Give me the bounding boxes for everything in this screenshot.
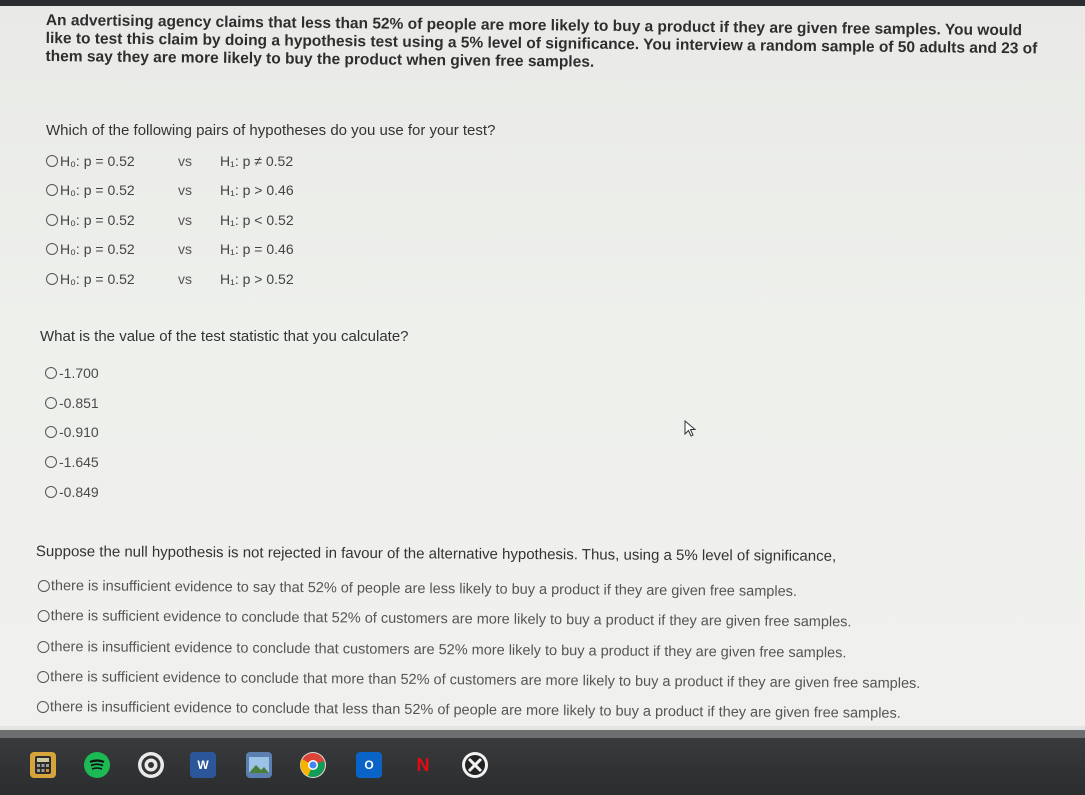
option-value: -0.910	[59, 424, 99, 441]
null-hypothesis: H₀: p = 0.52	[60, 211, 135, 228]
alt-hypothesis: H₁: p > 0.46	[220, 182, 294, 199]
settings-circle-icon[interactable]	[138, 752, 164, 778]
mouse-cursor-icon	[684, 420, 698, 438]
conclusion-options	[37, 571, 921, 729]
vs-label: vs	[178, 182, 192, 199]
null-hypothesis: H₀: p = 0.52	[60, 241, 135, 258]
chrome-icon[interactable]	[300, 752, 326, 778]
radio-button[interactable]	[38, 610, 50, 622]
radio-button[interactable]	[45, 397, 57, 409]
question-1-prompt: Which of the following pairs of hypotheses do you use for your test?	[46, 122, 496, 139]
option-value: -0.851	[59, 394, 99, 411]
taskbar	[0, 730, 1085, 795]
alt-hypothesis: H₁: p > 0.52	[220, 270, 294, 287]
test-statistic-option-5[interactable]	[45, 477, 99, 507]
radio-button[interactable]	[46, 184, 58, 196]
radio-button[interactable]	[45, 456, 57, 468]
conclusion-option-5[interactable]	[37, 692, 920, 729]
alt-hypothesis: H₁: p = 0.46	[220, 241, 294, 258]
hypotheses-options	[46, 146, 370, 294]
hypothesis-option-5[interactable]	[46, 264, 370, 294]
radio-button[interactable]	[37, 671, 49, 683]
option-value: -1.645	[59, 454, 99, 471]
alt-hypothesis: H₁: p ≠ 0.52	[220, 152, 294, 169]
calculator-icon[interactable]	[30, 752, 56, 778]
radio-button[interactable]	[38, 580, 50, 592]
option-text: there is insufficient evidence to say that 52% of people are less likely to buy a product if they are given free samples.	[50, 578, 798, 601]
vs-label: vs	[178, 152, 192, 169]
option-text: there is sufficient evidence to conclude that more than 52% of customers are more likely to buy a product if they are given free samples.	[50, 669, 921, 692]
spotify-icon[interactable]	[84, 752, 110, 778]
outlook-icon[interactable]: O	[356, 752, 382, 778]
xbox-icon[interactable]	[462, 752, 488, 778]
option-text: there is insufficient evidence to conclude that customers are 52% more likely to buy a product if they are given free samples.	[50, 638, 847, 662]
test-statistic-options	[45, 358, 99, 507]
option-text: there is sufficient evidence to conclude that 52% of customers are more likely to buy a product if they are given free samples.	[50, 608, 852, 631]
vs-label: vs	[178, 241, 192, 258]
problem-statement: An advertising agency claims that less than 52% of people are more likely to buy a product if they are given free samples. You would like to test this claim by doing a hypothesis test using a 5% level of significance. You interview a random sample of 50 adults and 23 of them say they are more likely to buy the product when given free samples.	[45, 12, 1038, 71]
test-statistic-option-2[interactable]	[45, 388, 99, 418]
radio-button[interactable]	[45, 426, 57, 438]
radio-button[interactable]	[45, 486, 57, 498]
hypothesis-option-2[interactable]	[46, 176, 370, 206]
vs-label: vs	[178, 270, 192, 287]
null-hypothesis: H₀: p = 0.52	[60, 270, 135, 287]
hypothesis-option-3[interactable]	[46, 205, 370, 235]
quiz-page	[0, 6, 1085, 726]
option-value: -1.700	[59, 364, 99, 381]
word-icon[interactable]: W	[190, 752, 216, 778]
test-statistic-option-3[interactable]	[45, 418, 99, 448]
option-text: there is insufficient evidence to conclude that less than 52% of people are more likely to buy a product if they are given free samples.	[49, 699, 901, 723]
radio-button[interactable]	[46, 273, 58, 285]
test-statistic-option-1[interactable]	[45, 358, 99, 388]
radio-button[interactable]	[37, 641, 49, 653]
null-hypothesis: H₀: p = 0.52	[60, 152, 135, 169]
option-value: -0.849	[59, 484, 99, 501]
question-2-prompt: What is the value of the test statistic that you calculate?	[40, 328, 409, 345]
radio-button[interactable]	[46, 214, 58, 226]
radio-button[interactable]	[46, 243, 58, 255]
vs-label: vs	[178, 211, 192, 228]
radio-button[interactable]	[45, 367, 57, 379]
netflix-icon[interactable]: N	[416, 755, 430, 775]
test-statistic-option-4[interactable]	[45, 447, 99, 477]
hypothesis-option-4[interactable]	[46, 235, 370, 265]
null-hypothesis: H₀: p = 0.52	[60, 182, 135, 199]
photos-icon[interactable]	[246, 752, 272, 778]
radio-button[interactable]	[37, 701, 49, 713]
alt-hypothesis: H₁: p < 0.52	[220, 211, 294, 228]
radio-button[interactable]	[46, 155, 58, 167]
question-3-prompt: Suppose the null hypothesis is not rejected in favour of the alternative hypothesis. Thus, using a 5% level of significance,	[35, 543, 837, 565]
hypothesis-option-1[interactable]	[46, 146, 370, 176]
